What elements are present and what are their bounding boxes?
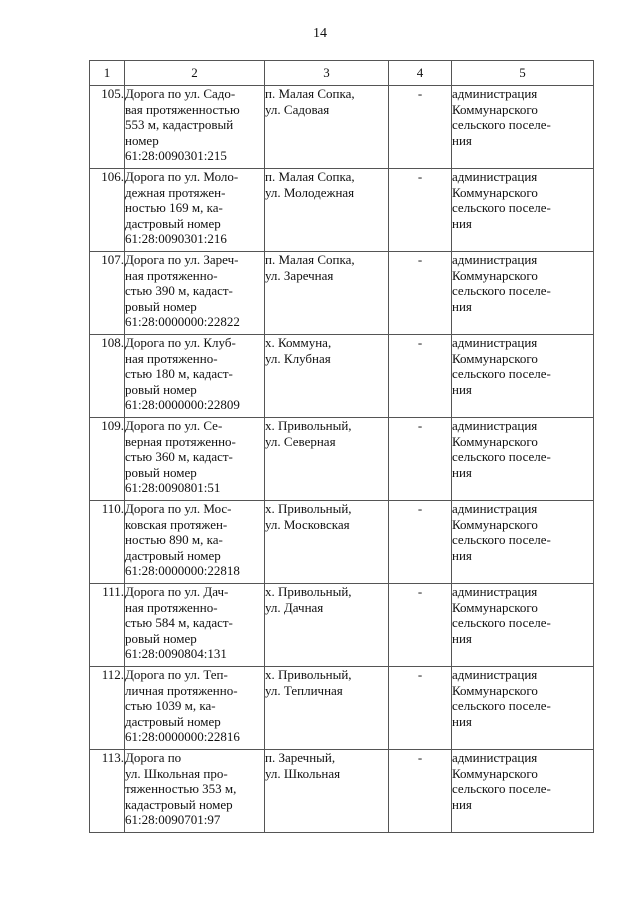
column-4-value: - (389, 750, 452, 833)
column-4-value: - (389, 418, 452, 501)
road-register-table (89, 60, 594, 833)
road-location: х. Привольный, ул. Северная (265, 418, 389, 501)
road-description: Дорога по ул. Зареч- ная протяженно- стью 390 м, кадаст- ровый номер 61:28:0000000:22822 (125, 252, 265, 335)
column-4-value: - (389, 252, 452, 335)
road-location: п. Малая Сопка, ул. Заречная (265, 252, 389, 335)
column-header: 2 (125, 61, 265, 86)
road-location: п. Малая Сопка, ул. Садовая (265, 86, 389, 169)
road-owner: администрация Коммунарского сельского поселе- ния (452, 252, 594, 335)
road-owner: администрация Коммунарского сельского поселе- ния (452, 667, 594, 750)
table-row (90, 252, 594, 335)
column-4-value: - (389, 584, 452, 667)
road-description: Дорога по ул. Теп- личная протяженно- стью 1039 м, ка- дастровый номер 61:28:0000000:22816 (125, 667, 265, 750)
road-description: Дорога по ул. Мос- ковская протяжен- ностью 890 м, ка- дастровый номер 61:28:0000000:22818 (125, 501, 265, 584)
column-header: 5 (452, 61, 594, 86)
column-header: 4 (389, 61, 452, 86)
column-header: 3 (265, 61, 389, 86)
road-description: Дорога по ул. Моло- дежная протяжен- ностью 169 м, ка- дастровый номер 61:28:0090301:216 (125, 169, 265, 252)
road-description: Дорога по ул. Садо- вая протяженностью 553 м, кадастровый номер 61:28:0090301:215 (125, 86, 265, 169)
column-4-value: - (389, 335, 452, 418)
column-4-value: - (389, 501, 452, 584)
row-number: 111. (90, 584, 125, 667)
row-number: 113. (90, 750, 125, 833)
road-owner: администрация Коммунарского сельского поселе- ния (452, 418, 594, 501)
table-row (90, 335, 594, 418)
page-number: 14 (313, 26, 327, 41)
road-location: п. Малая Сопка, ул. Молодежная (265, 169, 389, 252)
column-4-value: - (389, 169, 452, 252)
row-number: 109. (90, 418, 125, 501)
row-number: 106. (90, 169, 125, 252)
road-description: Дорога по ул. Школьная про- тяженностью 353 м, кадастровый номер 61:28:0090701:97 (125, 750, 265, 833)
road-owner: администрация Коммунарского сельского поселе- ния (452, 169, 594, 252)
table-row (90, 584, 594, 667)
road-description: Дорога по ул. Клуб- ная протяженно- стью 180 м, кадаст- ровый номер 61:28:0000000:22809 (125, 335, 265, 418)
row-number: 107. (90, 252, 125, 335)
column-4-value: - (389, 667, 452, 750)
road-location: х. Привольный, ул. Дачная (265, 584, 389, 667)
row-number: 110. (90, 501, 125, 584)
road-location: х. Привольный, ул. Московская (265, 501, 389, 584)
road-location: х. Коммуна, ул. Клубная (265, 335, 389, 418)
row-number: 105. (90, 86, 125, 169)
table-row (90, 501, 594, 584)
table-row (90, 667, 594, 750)
column-4-value: - (389, 86, 452, 169)
table-row (90, 86, 594, 169)
table-header-row (90, 61, 594, 86)
road-owner: администрация Коммунарского сельского поселе- ния (452, 501, 594, 584)
road-location: п. Заречный, ул. Школьная (265, 750, 389, 833)
road-owner: администрация Коммунарского сельского поселе- ния (452, 750, 594, 833)
row-number: 112. (90, 667, 125, 750)
table-row (90, 750, 594, 833)
column-header: 1 (90, 61, 125, 86)
road-description: Дорога по ул. Се- верная протяженно- стью 360 м, кадаст- ровый номер 61:28:0090801:51 (125, 418, 265, 501)
road-description: Дорога по ул. Дач- ная протяженно- стью 584 м, кадаст- ровый номер 61:28:0090804:131 (125, 584, 265, 667)
table-row (90, 418, 594, 501)
table-row (90, 169, 594, 252)
road-location: х. Привольный, ул. Тепличная (265, 667, 389, 750)
row-number: 108. (90, 335, 125, 418)
road-owner: администрация Коммунарского сельского поселе- ния (452, 86, 594, 169)
road-owner: администрация Коммунарского сельского поселе- ния (452, 584, 594, 667)
road-owner: администрация Коммунарского сельского поселе- ния (452, 335, 594, 418)
